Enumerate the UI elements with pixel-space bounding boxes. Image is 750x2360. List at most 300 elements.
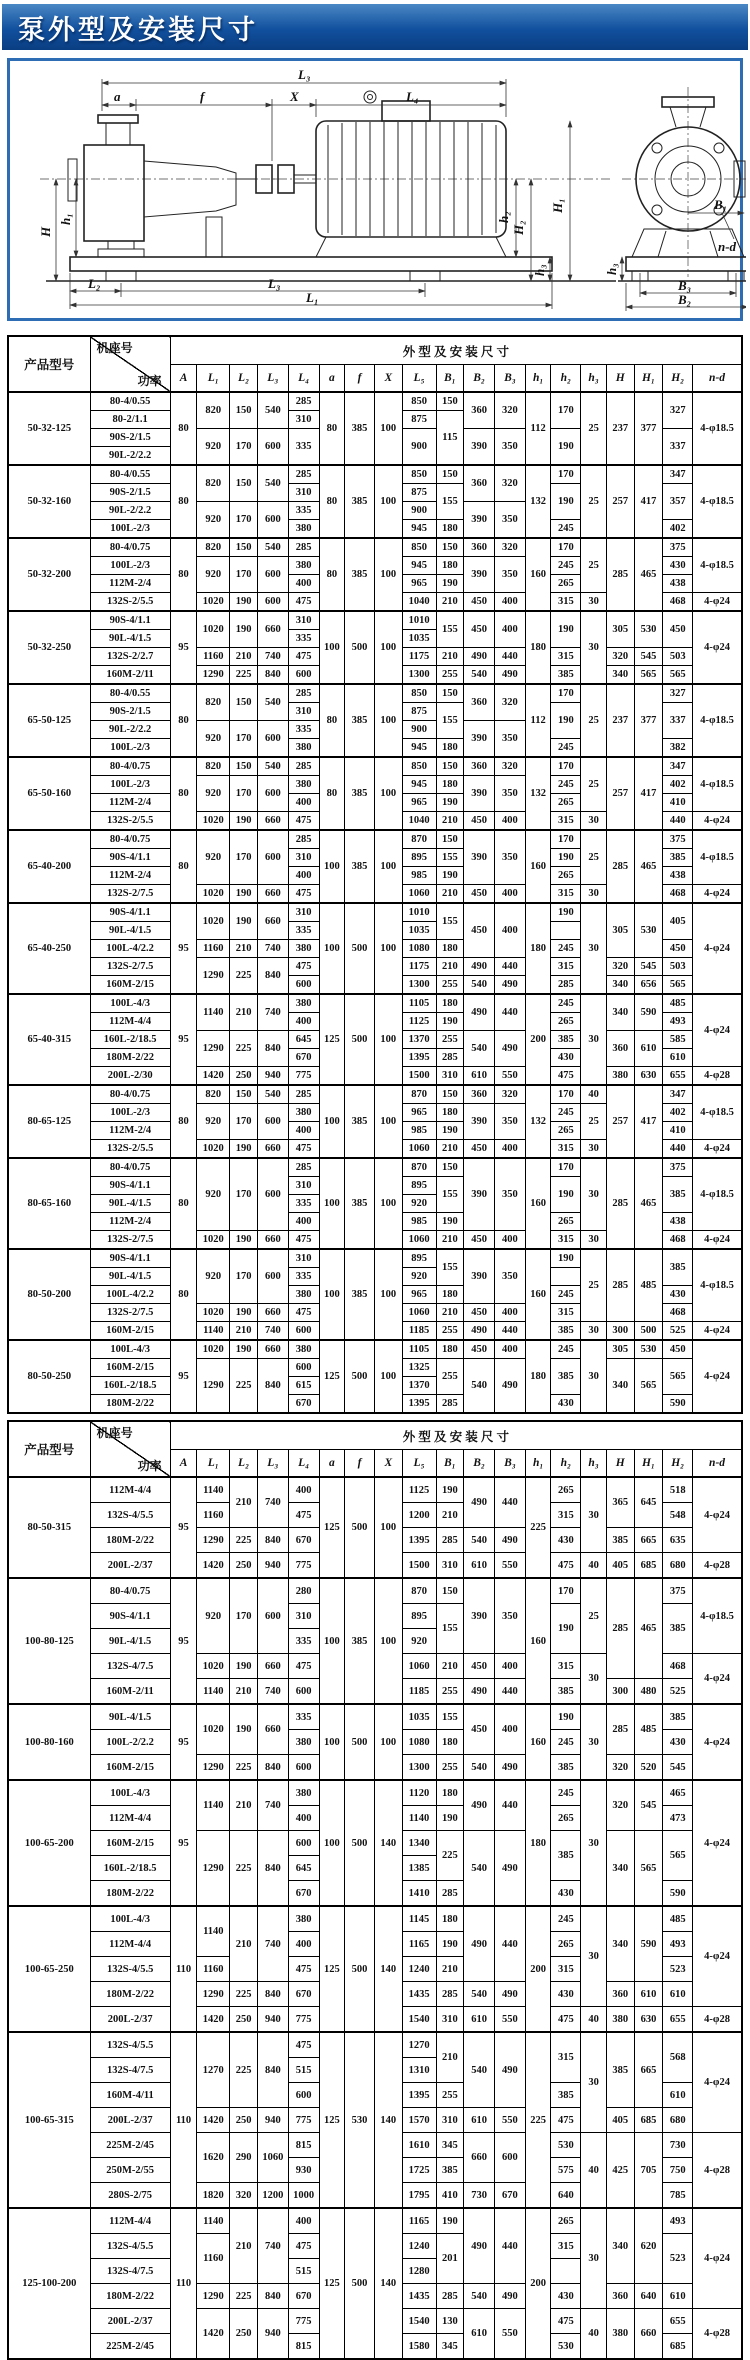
dimension-cell: 170 xyxy=(230,502,258,539)
dimension-cell: 80 xyxy=(170,757,197,830)
dimension-cell: 1020 xyxy=(197,1231,230,1250)
dimension-cell: 565 xyxy=(663,976,693,995)
dimension-cell: 4-φ28 xyxy=(693,2309,742,2360)
dimension-cell: 400 xyxy=(495,593,526,612)
dimension-cell: 985 xyxy=(402,1122,436,1140)
dimension-cell: 30 xyxy=(581,2208,607,2309)
dimension-cell: 1020 xyxy=(197,903,230,940)
dimension-cell: 385 xyxy=(345,757,375,830)
dimension-cell: 180 xyxy=(525,1780,551,1906)
dimension-cell: 25 xyxy=(581,1104,607,1140)
dimension-cell: 390 xyxy=(464,776,495,812)
dimension-cell: 1385 xyxy=(402,1856,436,1881)
dimension-cell: 475 xyxy=(288,1140,319,1159)
dimension-cell: 340 xyxy=(606,1831,634,1907)
dimension-cell: 132 xyxy=(525,1085,551,1158)
dimension-cell: 100 xyxy=(319,1085,345,1158)
dimension-cell: 225 xyxy=(230,2284,258,2309)
col-header: L₃ xyxy=(257,365,288,393)
dim-label-H2: H₂ xyxy=(511,220,526,235)
dimension-cell: 100 xyxy=(319,830,345,903)
dimension-cell: 475 xyxy=(288,958,319,976)
dimension-cell: 450 xyxy=(464,1140,495,1159)
dimension-cell: 155 xyxy=(436,1249,464,1286)
dimension-cell: 575 xyxy=(551,2158,581,2183)
dimension-cell: 265 xyxy=(551,1477,581,1503)
motor-power-cell: 132S-4/5.5 xyxy=(90,2032,170,2058)
dimension-cell: 380 xyxy=(288,1730,319,1755)
dimension-cell: 170 xyxy=(551,538,581,557)
dimension-cell: 1325 xyxy=(402,1359,436,1377)
pump-side-view xyxy=(40,91,616,281)
dimension-cell: 438 xyxy=(663,575,693,593)
motor-power-cell: 112M-4/4 xyxy=(90,1477,170,1503)
motor-power-cell: 180M-2/22 xyxy=(90,1395,170,1414)
dimension-cell: 285 xyxy=(606,1704,634,1755)
dimension-cell: 210 xyxy=(436,1304,464,1322)
dimension-cell: 390 xyxy=(464,1249,495,1304)
power-label: 功率 xyxy=(137,1459,162,1473)
motor-power-cell: 132S-2/7.5 xyxy=(90,1231,170,1250)
product-model-cell: 50-32-200 xyxy=(8,538,90,611)
dimension-cell: 210 xyxy=(230,994,258,1031)
dimension-cell: 1270 xyxy=(197,2032,230,2108)
dimension-cell: 265 xyxy=(551,1122,581,1140)
dimension-cell: 400 xyxy=(495,885,526,904)
dimension-cell: 600 xyxy=(288,2083,319,2108)
dimension-cell: 337 xyxy=(663,703,693,739)
dimension-cell: 100 xyxy=(319,1780,345,1906)
col-header: X xyxy=(374,1450,402,1478)
dimension-cell: 400 xyxy=(495,1654,526,1679)
dimension-cell: 150 xyxy=(230,465,258,502)
col-header: H₁ xyxy=(634,365,663,393)
dimension-cell: 475 xyxy=(288,885,319,904)
col-header: a xyxy=(319,1450,345,1478)
dimension-cell: 80 xyxy=(170,684,197,757)
dimension-cell: 490 xyxy=(495,2032,526,2108)
dimension-cell: 1080 xyxy=(402,1730,436,1755)
dimension-cell: 417 xyxy=(634,465,663,538)
dimension-cell: 190 xyxy=(551,1704,581,1730)
dimension-cell: 485 xyxy=(634,1249,663,1322)
dimension-cell: 190 xyxy=(230,1654,258,1679)
dimension-cell: 490 xyxy=(495,1982,526,2007)
dimension-cell: 840 xyxy=(257,2032,288,2108)
dimension-cell: 40 xyxy=(581,2309,607,2360)
pump-dimension-drawing xyxy=(10,61,746,313)
dimension-cell: 4-φ24 xyxy=(693,1477,742,1553)
dimension-cell: 257 xyxy=(606,757,634,830)
dimension-cell: 180 xyxy=(436,1104,464,1122)
dimension-cell: 210 xyxy=(436,958,464,976)
spec-table xyxy=(7,1420,743,2360)
dimension-cell: 390 xyxy=(464,557,495,593)
dimension-cell: 285 xyxy=(551,976,581,995)
dimension-cell: 540 xyxy=(464,2284,495,2309)
motor-power-cell: 90S-4/1.1 xyxy=(90,1604,170,1629)
dimension-cell: 100 xyxy=(374,538,402,611)
product-model-cell: 100-65-315 xyxy=(8,2032,90,2208)
dimension-cell: 400 xyxy=(495,903,526,958)
dimension-cell: 485 xyxy=(634,1704,663,1755)
dimension-cell: 245 xyxy=(551,1286,581,1304)
dimension-cell: 95 xyxy=(170,1780,197,1906)
dimension-cell: 450 xyxy=(663,940,693,958)
dimension-cell: 245 xyxy=(551,940,581,958)
dimension-cell: 320 xyxy=(606,648,634,666)
dimension-cell: 170 xyxy=(230,1249,258,1304)
dimension-cell: 190 xyxy=(230,1231,258,1250)
motor-power-cell: 180M-2/22 xyxy=(90,1982,170,2007)
dimension-cell: 265 xyxy=(551,867,581,885)
dimension-cell: 250 xyxy=(230,1553,258,1579)
dimension-cell: 600 xyxy=(257,429,288,466)
col-header: B₁ xyxy=(436,1450,464,1478)
dimension-cell: 190 xyxy=(436,867,464,885)
dimension-cell: 265 xyxy=(551,1932,581,1957)
dimension-cell: 600 xyxy=(288,1831,319,1856)
dimension-cell: 500 xyxy=(345,1906,375,2032)
dim-label-h3: h₃ xyxy=(532,264,547,276)
dimension-cell: 320 xyxy=(495,1085,526,1104)
dimension-cell: 875 xyxy=(402,411,436,429)
dimension-cell: 400 xyxy=(288,1013,319,1031)
dimension-cell: 285 xyxy=(288,538,319,557)
motor-power-cell: 180M-2/22 xyxy=(90,2284,170,2309)
col-header: B₃ xyxy=(495,1450,526,1478)
dimension-cell: 500 xyxy=(345,1477,375,1578)
dimension-cell: 465 xyxy=(634,1158,663,1249)
dimension-cell: 1270 xyxy=(402,2032,436,2058)
dimension-cell: 190 xyxy=(551,429,581,466)
dimension-cell: 385 xyxy=(551,2083,581,2108)
motor-power-cell: 90L-4/1.5 xyxy=(90,1268,170,1286)
dimension-cell: 380 xyxy=(288,940,319,958)
dimension-cell: 405 xyxy=(663,903,693,940)
dimension-cell: 385 xyxy=(551,1755,581,1781)
dimension-cell: 660 xyxy=(257,1140,288,1159)
dimension-cell: 170 xyxy=(551,465,581,484)
dimension-cell: 30 xyxy=(581,2032,607,2133)
dimension-cell: 375 xyxy=(663,1578,693,1604)
dimension-cell: 390 xyxy=(464,830,495,885)
dimension-cell: 730 xyxy=(464,2183,495,2209)
dimension-cell: 140 xyxy=(374,2208,402,2359)
dimension-cell: 385 xyxy=(551,1359,581,1395)
dimension-cell: 375 xyxy=(663,830,693,849)
dimension-cell: 468 xyxy=(663,1304,693,1322)
page-title-banner xyxy=(2,4,748,50)
dimension-cell: 30 xyxy=(581,1780,607,1906)
dimension-cell: 785 xyxy=(663,2183,693,2209)
dimension-cell: 475 xyxy=(288,1304,319,1322)
dimension-cell: 385 xyxy=(345,1578,375,1704)
dimension-cell: 1160 xyxy=(197,648,230,666)
dimension-cell: 95 xyxy=(170,1340,197,1413)
dimension-cell: 670 xyxy=(288,1395,319,1414)
dimension-cell: 1240 xyxy=(402,2234,436,2259)
frame-power-diagonal-header xyxy=(90,336,170,392)
motor-power-cell: 200L-2/37 xyxy=(90,2309,170,2334)
motor-power-cell: 100L-2/3 xyxy=(90,520,170,539)
motor-power-cell: 90S-2/1.5 xyxy=(90,484,170,502)
dimension-cell: 600 xyxy=(257,776,288,812)
spec-table-upper xyxy=(0,335,750,1414)
dimension-cell: 685 xyxy=(634,2108,663,2133)
dimension-cell: 840 xyxy=(257,1831,288,1907)
col-header: L₂ xyxy=(230,365,258,393)
dimension-cell: 170 xyxy=(230,776,258,812)
dimension-cell: 475 xyxy=(551,1553,581,1579)
motor-power-cell: 90L-4/1.5 xyxy=(90,922,170,940)
dimension-cell: 305 xyxy=(606,611,634,648)
dimension-cell: 920 xyxy=(197,1249,230,1304)
motor-power-cell: 132S-2/2.7 xyxy=(90,648,170,666)
dimension-cell: 485 xyxy=(663,1906,693,1932)
dimension-cell: 315 xyxy=(551,1304,581,1322)
dimension-cell: 1010 xyxy=(402,903,436,922)
col-header: B₂ xyxy=(464,365,495,393)
dimension-cell: 125 xyxy=(319,1477,345,1578)
motor-power-cell: 90S-2/1.5 xyxy=(90,429,170,447)
dimension-cell: 1020 xyxy=(197,812,230,831)
dimension-cell: 180 xyxy=(436,940,464,958)
dimension-cell: 450 xyxy=(663,611,693,648)
dimension-cell: 417 xyxy=(634,1085,663,1158)
dimension-cell: 320 xyxy=(495,757,526,776)
dimension-cell: 30 xyxy=(581,611,607,684)
dimension-cell: 400 xyxy=(495,1140,526,1159)
dimension-cell: 615 xyxy=(288,1377,319,1395)
dimension-cell: 385 xyxy=(345,1158,375,1249)
col-header: L₄ xyxy=(288,1450,319,1478)
dimension-cell: 310 xyxy=(288,411,319,429)
dimension-cell: 655 xyxy=(663,2309,693,2334)
dimension-cell: 4-φ24 xyxy=(693,2208,742,2309)
dimension-cell: 503 xyxy=(663,648,693,666)
dimension-cell: 80 xyxy=(170,538,197,611)
dimension-cell: 40 xyxy=(581,1553,607,1579)
col-header: h₃ xyxy=(581,1450,607,1478)
dimension-cell: 310 xyxy=(288,1604,319,1629)
dimension-cell: 380 xyxy=(606,1067,634,1086)
dimension-cell: 820 xyxy=(197,538,230,557)
dimension-cell: 190 xyxy=(551,484,581,520)
dimension-cell: 245 xyxy=(551,1730,581,1755)
dimension-cell: 430 xyxy=(551,2284,581,2309)
col-header: L₄ xyxy=(288,365,319,393)
dimension-cell: 190 xyxy=(436,575,464,593)
dimension-cell: 660 xyxy=(257,1304,288,1322)
dimension-cell: 315 xyxy=(551,958,581,976)
dimension-cell: 382 xyxy=(663,739,693,758)
motor-power-cell: 90L-2/2.2 xyxy=(90,447,170,466)
dimension-cell: 475 xyxy=(288,593,319,612)
dimension-cell: 245 xyxy=(551,739,581,758)
product-model-cell: 50-32-160 xyxy=(8,465,90,538)
dimension-cell: 540 xyxy=(257,757,288,776)
dimension-cell: 438 xyxy=(663,867,693,885)
dimension-cell: 155 xyxy=(436,703,464,739)
dimension-cell: 100 xyxy=(374,757,402,830)
dimension-cell: 600 xyxy=(257,1249,288,1304)
dimension-cell: 285 xyxy=(606,830,634,903)
dimension-cell: 265 xyxy=(551,794,581,812)
motor-power-cell: 200L-2/37 xyxy=(90,1553,170,1579)
dimension-cell: 160 xyxy=(525,538,551,611)
col-header: L₃ xyxy=(257,1450,288,1478)
dimension-cell: 350 xyxy=(495,1158,526,1231)
dimension-cell: 450 xyxy=(464,1304,495,1322)
dimension-cell: 95 xyxy=(170,611,197,684)
dimension-cell: 250 xyxy=(230,1067,258,1086)
dimension-cell: 140 xyxy=(374,1780,402,1906)
dimension-cell: 500 xyxy=(345,2208,375,2359)
dimension-cell: 740 xyxy=(257,1477,288,1528)
dimension-cell: 475 xyxy=(551,2007,581,2033)
dimension-cell: 400 xyxy=(495,1304,526,1322)
dimension-cell: 540 xyxy=(464,666,495,685)
dimension-cell: 940 xyxy=(257,2108,288,2133)
col-header: h₃ xyxy=(581,365,607,393)
dimension-cell: 390 xyxy=(464,1578,495,1654)
dimension-cell: 80 xyxy=(319,757,345,830)
dimension-cell: 475 xyxy=(288,1957,319,1982)
dimension-cell: 180 xyxy=(436,557,464,575)
dimension-cell: 350 xyxy=(495,1104,526,1140)
dimension-cell: 285 xyxy=(288,1158,319,1177)
dimension-cell: 30 xyxy=(581,903,607,994)
dimension-cell: 100 xyxy=(374,392,402,465)
motor-power-cell: 160M-2/15 xyxy=(90,1322,170,1341)
dimension-cell: 1035 xyxy=(402,922,436,940)
dimension-cell: 360 xyxy=(464,465,495,502)
dimension-cell: 610 xyxy=(464,2007,495,2033)
dimension-cell: 285 xyxy=(288,1085,319,1104)
dimension-cell: 385 xyxy=(663,1704,693,1730)
dimension-cell: 390 xyxy=(464,1104,495,1140)
dimension-cell: 190 xyxy=(551,1249,581,1268)
dimension-cell: 965 xyxy=(402,1104,436,1122)
col-header: B₁ xyxy=(436,365,464,393)
motor-power-cell: 180M-2/22 xyxy=(90,1881,170,1907)
dimension-cell: 320 xyxy=(495,465,526,502)
dimension-cell: 530 xyxy=(345,2032,375,2208)
dimension-cell: 490 xyxy=(495,2284,526,2309)
dimension-cell: 515 xyxy=(288,2259,319,2284)
motor-power-cell: 180M-2/22 xyxy=(90,1049,170,1067)
motor-power-cell: 112M-2/4 xyxy=(90,1213,170,1231)
dimension-cell: 1020 xyxy=(197,611,230,648)
dimension-cell: 150 xyxy=(436,757,464,776)
motor-power-cell: 80-4/0.55 xyxy=(90,392,170,411)
dimension-cell: 1140 xyxy=(197,994,230,1031)
dimension-cell: 585 xyxy=(663,1031,693,1049)
dimension-cell: 170 xyxy=(551,392,581,429)
dimension-cell: 180 xyxy=(436,1780,464,1806)
dimension-cell: 620 xyxy=(634,2208,663,2284)
dimension-cell: 245 xyxy=(551,1780,581,1806)
dimension-cell: 350 xyxy=(495,830,526,885)
col-header: f xyxy=(345,1450,375,1478)
motor-power-cell: 250M-2/55 xyxy=(90,2158,170,2183)
dimension-cell: 110 xyxy=(170,1906,197,2032)
dimension-cell: 245 xyxy=(551,520,581,539)
dimension-cell: 670 xyxy=(288,2284,319,2309)
dimension-cell: 210 xyxy=(436,593,464,612)
dimension-cell: 610 xyxy=(464,2309,495,2360)
dimension-cell: 840 xyxy=(257,2284,288,2309)
dimension-cell: 468 xyxy=(663,1231,693,1250)
dimension-cell: 170 xyxy=(230,1158,258,1231)
dimension-cell: 150 xyxy=(230,1085,258,1104)
dimension-cell: 380 xyxy=(288,994,319,1013)
dimension-cell: 920 xyxy=(402,1629,436,1654)
motor-power-cell: 100L-2/3 xyxy=(90,1104,170,1122)
dimension-cell: 1500 xyxy=(402,1553,436,1579)
dimension-cell: 200 xyxy=(525,2208,551,2359)
product-model-cell: 80-50-315 xyxy=(8,1477,90,1578)
dim-label-B3: B₃ xyxy=(678,278,692,293)
dimension-cell: 315 xyxy=(551,2032,581,2083)
dimension-cell: 245 xyxy=(551,1104,581,1122)
dimension-cell: 150 xyxy=(436,1158,464,1177)
dimension-cell: 180 xyxy=(436,776,464,794)
dimension-cell: 100 xyxy=(374,1340,402,1413)
dimension-cell: 385 xyxy=(551,666,581,685)
product-model-cell: 100-65-250 xyxy=(8,1906,90,2032)
col-header: A xyxy=(170,1450,197,1478)
dimension-cell: 180 xyxy=(525,611,551,684)
dimension-cell: 350 xyxy=(495,429,526,466)
motor-power-cell: 90L-4/1.5 xyxy=(90,1704,170,1730)
dimension-cell: 4-φ24 xyxy=(693,1906,742,2007)
dimension-cell: 656 xyxy=(634,976,663,995)
dimension-cell: 80 xyxy=(170,392,197,465)
dimension-cell: 4-φ18.5 xyxy=(693,392,742,465)
col-header: B₃ xyxy=(495,365,526,393)
dimension-cell: 315 xyxy=(551,1957,581,1982)
dimension-cell: 1165 xyxy=(402,2208,436,2234)
dimension-cell: 30 xyxy=(581,885,607,904)
page-title: 泵外型及安装尺寸 xyxy=(18,14,258,45)
dimension-cell: 310 xyxy=(436,1067,464,1086)
dimension-cell: 385 xyxy=(345,830,375,903)
dimension-cell: 100 xyxy=(374,830,402,903)
motor-power-cell: 132S-4/7.5 xyxy=(90,1654,170,1679)
dimension-cell: 630 xyxy=(634,2007,663,2033)
dimension-cell: 1420 xyxy=(197,2108,230,2133)
motor-power-cell: 180M-2/22 xyxy=(90,1528,170,1553)
dimension-cell: 920 xyxy=(197,721,230,758)
dimension-cell: 180 xyxy=(436,1730,464,1755)
dimension-cell: 100 xyxy=(319,1578,345,1704)
col-header: h₁ xyxy=(525,1450,551,1478)
col-header: f xyxy=(345,365,375,393)
dimension-cell: 245 xyxy=(551,994,581,1013)
dimension-cell: 4-φ28 xyxy=(693,2133,742,2209)
dimension-cell: 125 xyxy=(319,2032,345,2208)
dimension-cell: 4-φ28 xyxy=(693,1067,742,1086)
dimension-cell: 190 xyxy=(436,1806,464,1831)
dimension-cell: 475 xyxy=(288,812,319,831)
dimension-cell: 565 xyxy=(634,1359,663,1414)
dimension-cell: 201 xyxy=(436,2234,464,2284)
dimension-cell: 237 xyxy=(606,684,634,757)
dimension-cell: 25 xyxy=(581,392,607,465)
dimension-cell: 360 xyxy=(606,1982,634,2007)
